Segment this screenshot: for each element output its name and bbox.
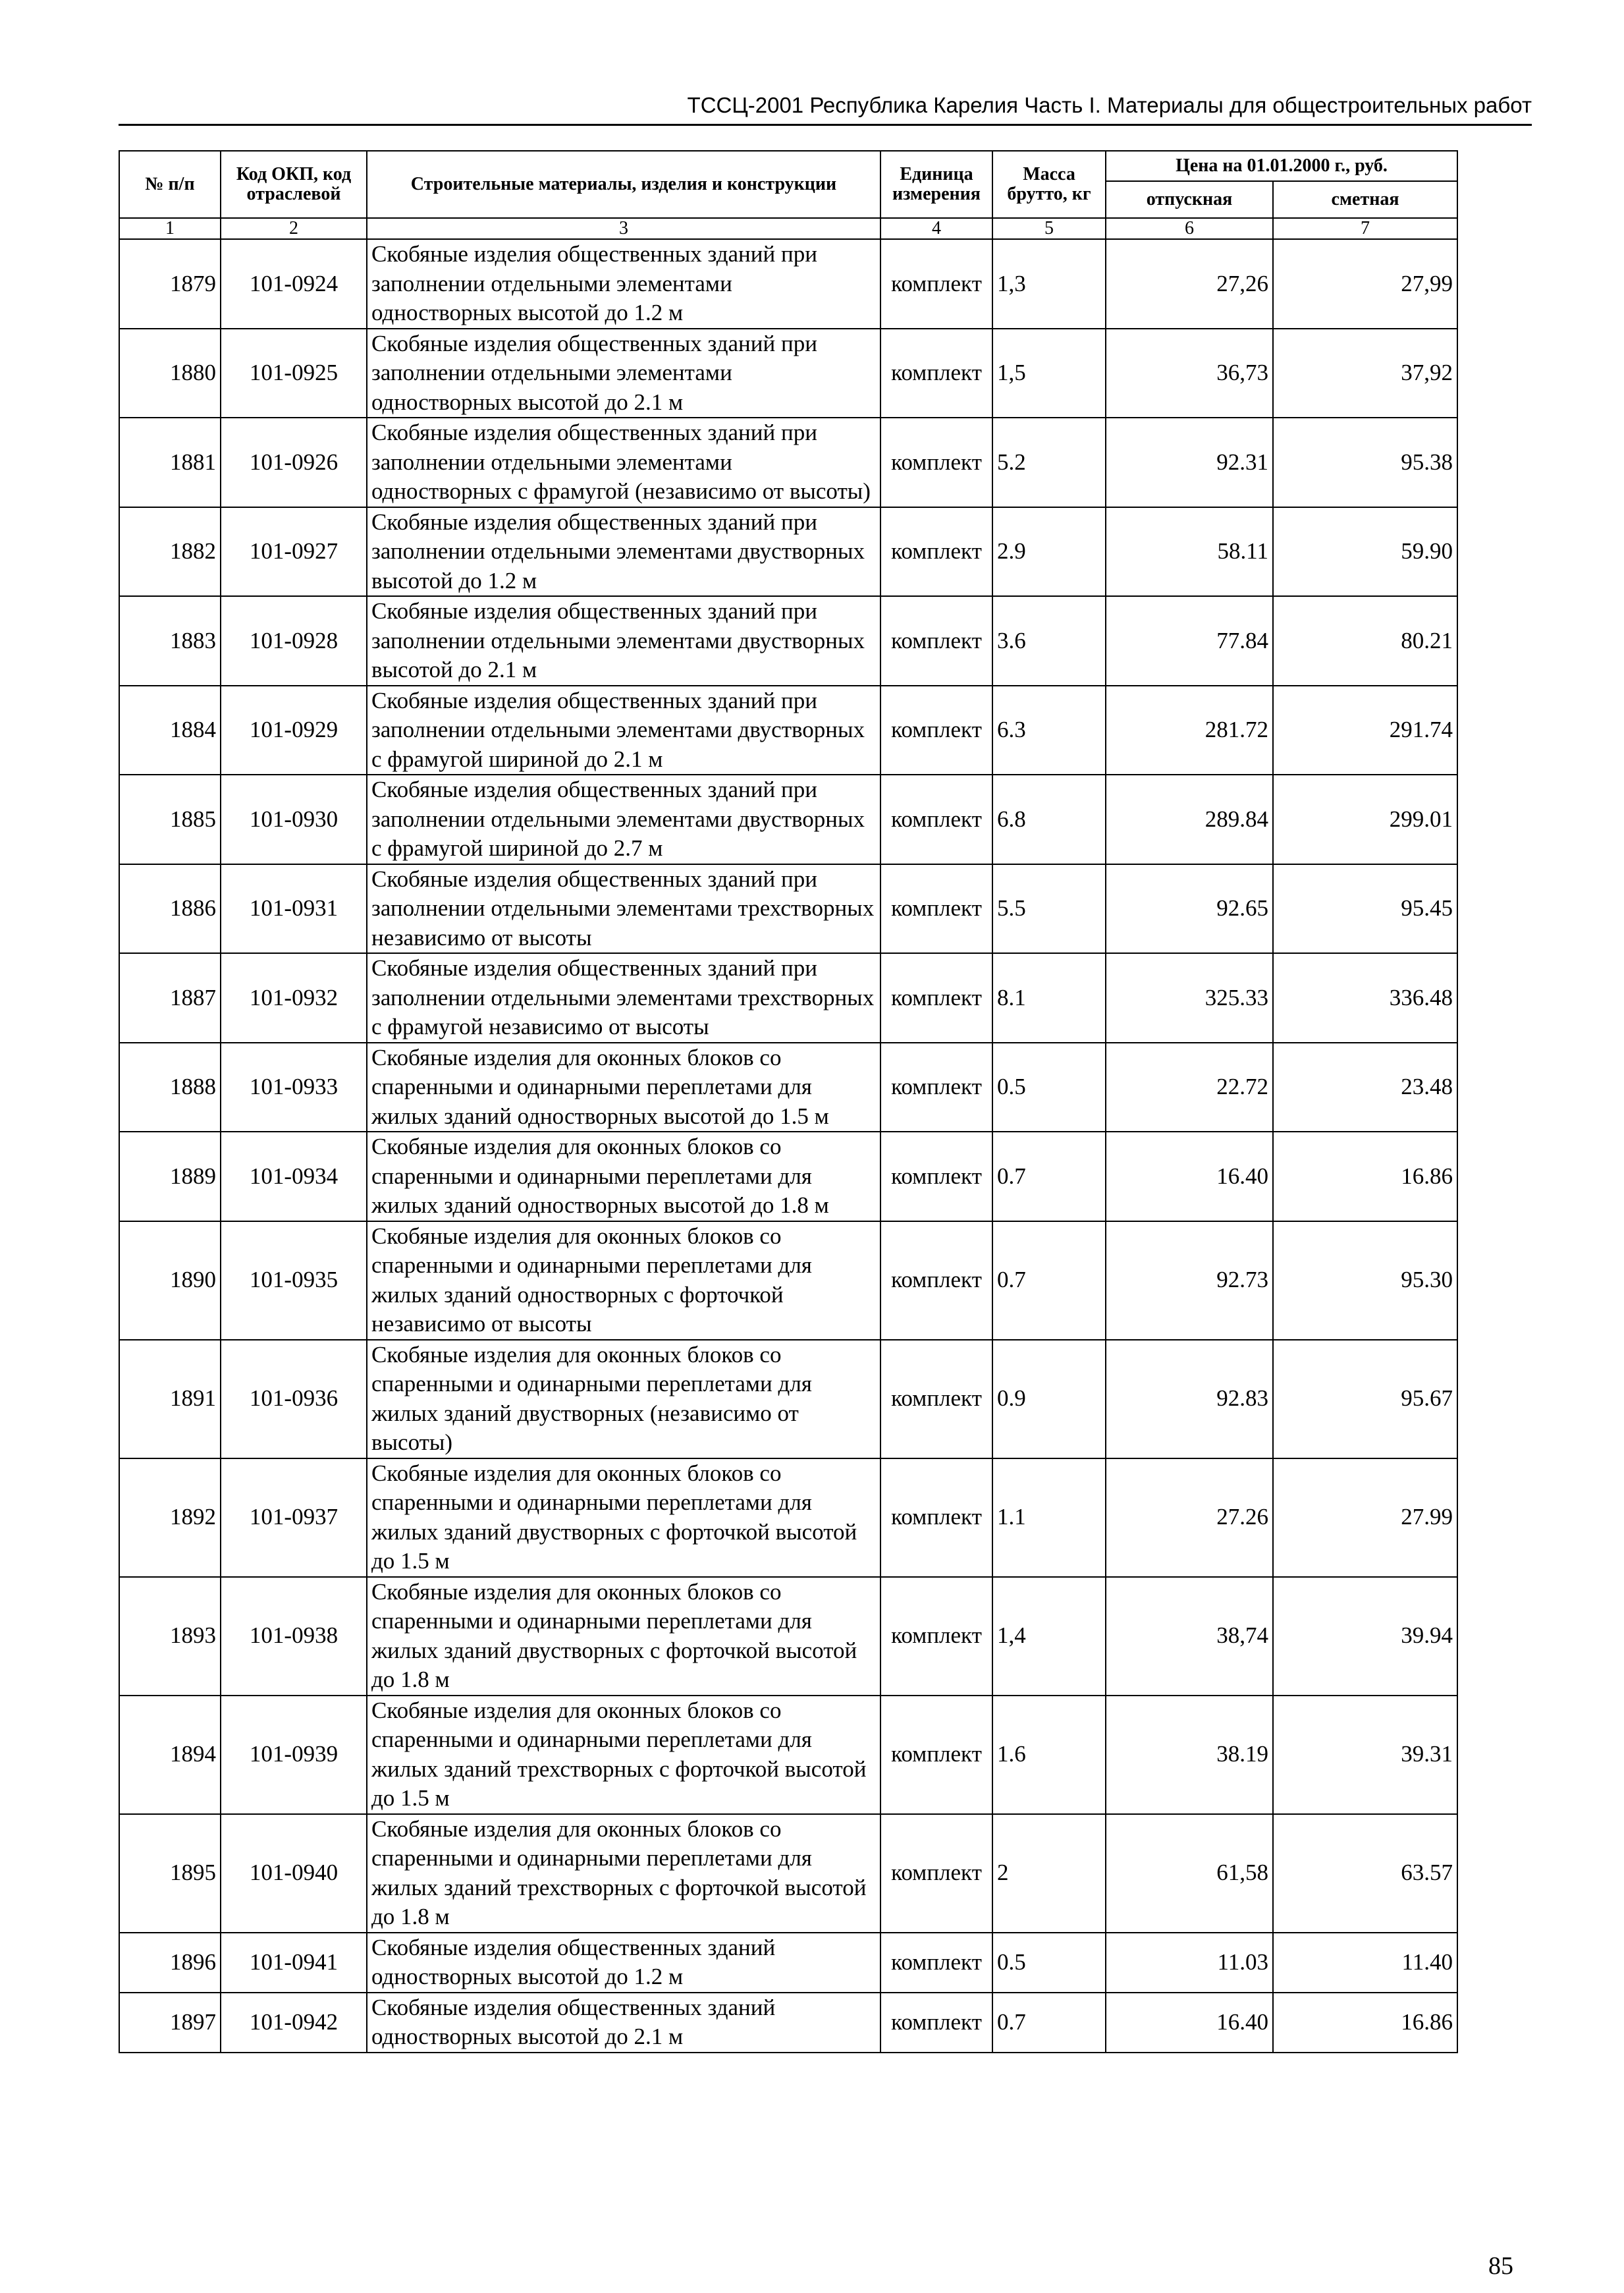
row-code: 101-0937 <box>221 1458 367 1577</box>
row-mass: 1,5 <box>992 329 1106 418</box>
row-number: 1891 <box>119 1340 221 1458</box>
row-price: 16.40 <box>1106 1132 1273 1221</box>
row-number: 1886 <box>119 864 221 954</box>
row-mass: 6.8 <box>992 775 1106 864</box>
row-price: 58.11 <box>1106 507 1273 597</box>
row-unit: комплект <box>880 1132 992 1221</box>
row-number: 1897 <box>119 1993 221 2053</box>
row-description: Скобяные изделия для оконных блоков со спаренными и одинарными переплетами для жилых зданий одностворных высотой до 1.5 м <box>367 1043 880 1132</box>
row-description: Скобяные изделия для оконных блоков со спаренными и одинарными переплетами для жилых зданий двустворных с форточкой высотой до 1.5 м <box>367 1458 880 1577</box>
column-number: 2 <box>221 218 367 239</box>
row-price: 27,26 <box>1106 239 1273 329</box>
row-code: 101-0934 <box>221 1132 367 1221</box>
header-num: № п/п <box>119 151 221 218</box>
row-price: 38,74 <box>1106 1577 1273 1696</box>
row-estimate: 16.86 <box>1273 1993 1457 2053</box>
row-price: 11.03 <box>1106 1933 1273 1993</box>
row-number: 1890 <box>119 1221 221 1340</box>
row-description: Скобяные изделия для оконных блоков со спаренными и одинарными переплетами для жилых зданий двустворных с форточкой высотой до 1.8 м <box>367 1577 880 1696</box>
page-header: ТССЦ-2001 Республика Карелия Часть I. Материалы для общестроительных работ <box>119 87 1532 126</box>
table-row <box>119 596 1457 686</box>
row-estimate: 37,92 <box>1273 329 1457 418</box>
row-code: 101-0942 <box>221 1993 367 2053</box>
row-unit: комплект <box>880 1993 992 2053</box>
row-code: 101-0924 <box>221 239 367 329</box>
row-description: Скобяные изделия общественных зданий при заполнении отдельными элементами двустворных высотой до 2.1 м <box>367 596 880 686</box>
table-row <box>119 239 1457 329</box>
row-mass: 0.9 <box>992 1340 1106 1458</box>
row-mass: 5.2 <box>992 418 1106 507</box>
row-number: 1885 <box>119 775 221 864</box>
row-estimate: 39.31 <box>1273 1696 1457 1814</box>
table-row <box>119 1933 1457 1993</box>
row-unit: комплект <box>880 1933 992 1993</box>
row-price: 325.33 <box>1106 953 1273 1043</box>
row-description: Скобяные изделия для оконных блоков со спаренными и одинарными переплетами для жилых зданий трехстворных с форточкой высотой до 1.5 м <box>367 1696 880 1814</box>
row-estimate: 11.40 <box>1273 1933 1457 1993</box>
column-number: 4 <box>880 218 992 239</box>
row-code: 101-0933 <box>221 1043 367 1132</box>
row-unit: комплект <box>880 1814 992 1933</box>
table-row <box>119 1458 1457 1577</box>
table-row <box>119 686 1457 775</box>
row-number: 1896 <box>119 1933 221 1993</box>
row-mass: 0.7 <box>992 1221 1106 1340</box>
header-estimate: сметная <box>1273 181 1457 218</box>
table-body <box>119 239 1457 2053</box>
row-mass: 0.7 <box>992 1132 1106 1221</box>
row-mass: 2.9 <box>992 507 1106 597</box>
row-mass: 8.1 <box>992 953 1106 1043</box>
row-number: 1887 <box>119 953 221 1043</box>
row-number: 1889 <box>119 1132 221 1221</box>
row-code: 101-0936 <box>221 1340 367 1458</box>
row-number: 1893 <box>119 1577 221 1696</box>
row-description: Скобяные изделия для оконных блоков со спаренными и одинарными переплетами для жилых зданий одностворных с форточкой независимо от высоты <box>367 1221 880 1340</box>
row-number: 1888 <box>119 1043 221 1132</box>
row-mass: 0.5 <box>992 1933 1106 1993</box>
column-number: 1 <box>119 218 221 239</box>
row-description: Скобяные изделия общественных зданий при заполнении отдельными элементами двустворных с фрамугой шириной до 2.7 м <box>367 775 880 864</box>
table-row <box>119 1221 1457 1340</box>
row-estimate: 95.38 <box>1273 418 1457 507</box>
row-estimate: 23.48 <box>1273 1043 1457 1132</box>
row-code: 101-0939 <box>221 1696 367 1814</box>
table-row <box>119 1132 1457 1221</box>
header-price: отпускная <box>1106 181 1273 218</box>
row-unit: комплект <box>880 1577 992 1696</box>
header-code: Код ОКП, код отраслевой <box>221 151 367 218</box>
row-unit: комплект <box>880 1696 992 1814</box>
row-number: 1879 <box>119 239 221 329</box>
table-row <box>119 1577 1457 1696</box>
row-mass: 5.5 <box>992 864 1106 954</box>
row-estimate: 336.48 <box>1273 953 1457 1043</box>
row-code: 101-0930 <box>221 775 367 864</box>
row-mass: 6.3 <box>992 686 1106 775</box>
row-code: 101-0932 <box>221 953 367 1043</box>
row-mass: 1,4 <box>992 1577 1106 1696</box>
row-unit: комплект <box>880 239 992 329</box>
row-code: 101-0926 <box>221 418 367 507</box>
header-name: Строительные материалы, изделия и конструкции <box>367 151 880 218</box>
row-price: 92.31 <box>1106 418 1273 507</box>
row-code: 101-0941 <box>221 1933 367 1993</box>
row-estimate: 27,99 <box>1273 239 1457 329</box>
table-row <box>119 1814 1457 1933</box>
row-number: 1892 <box>119 1458 221 1577</box>
row-description: Скобяные изделия общественных зданий при заполнении отдельными элементами двустворных с фрамугой шириной до 2.1 м <box>367 686 880 775</box>
row-mass: 1.1 <box>992 1458 1106 1577</box>
row-price: 36,73 <box>1106 329 1273 418</box>
table-row <box>119 864 1457 954</box>
row-description: Скобяные изделия общественных зданий при заполнении отдельными элементами одностворных с фрамугой (независимо от высоты) <box>367 418 880 507</box>
column-number: 3 <box>367 218 880 239</box>
row-number: 1884 <box>119 686 221 775</box>
table-row <box>119 1993 1457 2053</box>
row-number: 1895 <box>119 1814 221 1933</box>
table-row <box>119 1696 1457 1814</box>
row-estimate: 63.57 <box>1273 1814 1457 1933</box>
row-estimate: 95.30 <box>1273 1221 1457 1340</box>
row-unit: комплект <box>880 329 992 418</box>
row-estimate: 39.94 <box>1273 1577 1457 1696</box>
row-code: 101-0938 <box>221 1577 367 1696</box>
column-number: 7 <box>1273 218 1457 239</box>
row-price: 16.40 <box>1106 1993 1273 2053</box>
column-number: 5 <box>992 218 1106 239</box>
header-unit: Единица измерения <box>880 151 992 218</box>
materials-table <box>119 150 1458 2053</box>
row-number: 1883 <box>119 596 221 686</box>
row-price: 281.72 <box>1106 686 1273 775</box>
table-row <box>119 953 1457 1043</box>
row-unit: комплект <box>880 1043 992 1132</box>
row-unit: комплект <box>880 953 992 1043</box>
row-unit: комплект <box>880 596 992 686</box>
page-number: 85 <box>1488 2252 1513 2280</box>
row-description: Скобяные изделия для оконных блоков со спаренными и одинарными переплетами для жилых зданий двустворных (независимо от высоты) <box>367 1340 880 1458</box>
row-description: Скобяные изделия для оконных блоков со спаренными и одинарными переплетами для жилых зданий трехстворных с форточкой высотой до 1.8 м <box>367 1814 880 1933</box>
row-number: 1894 <box>119 1696 221 1814</box>
row-price: 77.84 <box>1106 596 1273 686</box>
row-price: 289.84 <box>1106 775 1273 864</box>
row-price: 38.19 <box>1106 1696 1273 1814</box>
row-estimate: 95.45 <box>1273 864 1457 954</box>
row-price: 22.72 <box>1106 1043 1273 1132</box>
row-price: 92.83 <box>1106 1340 1273 1458</box>
row-description: Скобяные изделия общественных зданий при заполнении отдельными элементами трехстворных независимо от высоты <box>367 864 880 954</box>
row-mass: 0.7 <box>992 1993 1106 2053</box>
row-mass: 1,3 <box>992 239 1106 329</box>
row-code: 101-0935 <box>221 1221 367 1340</box>
row-code: 101-0931 <box>221 864 367 954</box>
row-unit: комплект <box>880 507 992 597</box>
row-unit: комплект <box>880 864 992 954</box>
row-number: 1881 <box>119 418 221 507</box>
row-estimate: 80.21 <box>1273 596 1457 686</box>
row-description: Скобяные изделия общественных зданий при заполнении отдельными элементами одностворных высотой до 2.1 м <box>367 329 880 418</box>
row-estimate: 59.90 <box>1273 507 1457 597</box>
row-description: Скобяные изделия общественных зданий при заполнении отдельными элементами трехстворных с фрамугой независимо от высоты <box>367 953 880 1043</box>
row-unit: комплект <box>880 418 992 507</box>
row-description: Скобяные изделия общественных зданий при заполнении отдельными элементами одностворных высотой до 1.2 м <box>367 239 880 329</box>
row-code: 101-0927 <box>221 507 367 597</box>
row-unit: комплект <box>880 775 992 864</box>
row-code: 101-0929 <box>221 686 367 775</box>
row-estimate: 27.99 <box>1273 1458 1457 1577</box>
column-number: 6 <box>1106 218 1273 239</box>
row-estimate: 299.01 <box>1273 775 1457 864</box>
row-description: Скобяные изделия общественных зданий одностворных высотой до 2.1 м <box>367 1993 880 2053</box>
row-price: 92.73 <box>1106 1221 1273 1340</box>
row-price: 92.65 <box>1106 864 1273 954</box>
row-mass: 1.6 <box>992 1696 1106 1814</box>
table-row <box>119 1043 1457 1132</box>
table-row <box>119 329 1457 418</box>
table-row <box>119 507 1457 597</box>
row-mass: 2 <box>992 1814 1106 1933</box>
row-price: 61,58 <box>1106 1814 1273 1933</box>
row-code: 101-0928 <box>221 596 367 686</box>
row-number: 1882 <box>119 507 221 597</box>
table-row <box>119 418 1457 507</box>
row-description: Скобяные изделия общественных зданий при заполнении отдельными элементами двустворных высотой до 1.2 м <box>367 507 880 597</box>
table-row <box>119 1340 1457 1458</box>
row-description: Скобяные изделия для оконных блоков со спаренными и одинарными переплетами для жилых зданий одностворных высотой до 1.8 м <box>367 1132 880 1221</box>
row-estimate: 16.86 <box>1273 1132 1457 1221</box>
row-mass: 0.5 <box>992 1043 1106 1132</box>
row-unit: комплект <box>880 1458 992 1577</box>
row-price: 27.26 <box>1106 1458 1273 1577</box>
row-unit: комплект <box>880 686 992 775</box>
row-code: 101-0940 <box>221 1814 367 1933</box>
header-price-group: Цена на 01.01.2000 г., руб. <box>1106 151 1457 181</box>
row-code: 101-0925 <box>221 329 367 418</box>
table-row <box>119 775 1457 864</box>
header-mass: Масса брутто, кг <box>992 151 1106 218</box>
row-estimate: 95.67 <box>1273 1340 1457 1458</box>
row-unit: комплект <box>880 1340 992 1458</box>
row-mass: 3.6 <box>992 596 1106 686</box>
row-description: Скобяные изделия общественных зданий одностворных высотой до 1.2 м <box>367 1933 880 1993</box>
row-number: 1880 <box>119 329 221 418</box>
row-unit: комплект <box>880 1221 992 1340</box>
row-estimate: 291.74 <box>1273 686 1457 775</box>
